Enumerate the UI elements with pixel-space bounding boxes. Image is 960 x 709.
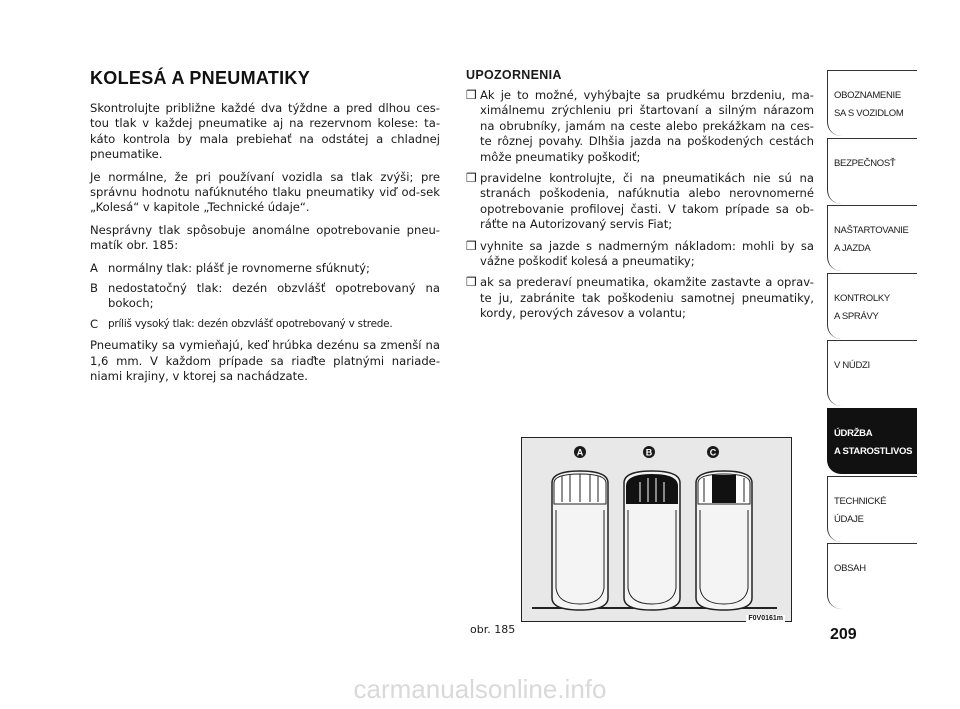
list-letter: B (90, 281, 98, 296)
main-text-column (90, 68, 440, 392)
checkbox-bullet-icon: ❒ (466, 275, 477, 290)
tire-b-drawing (624, 471, 680, 610)
chapter-tabs (827, 70, 917, 611)
page-number: 209 (830, 626, 857, 643)
checkbox-bullet-icon: ❒ (466, 88, 477, 102)
list-letter: A (90, 260, 98, 275)
paragraph-tread-depth: Pneumatiky sa vymieňajú, keď hrúbka dezénu sa zmenší na 1,6 mm. V každom prípade sa riaďte platnými nariade-niami krajiny, v ktorej sa nachádzate. (90, 338, 440, 384)
svg-text:A: A (576, 447, 584, 458)
tab-oboznamenie[interactable] (827, 70, 917, 136)
warning-text: Ak je to možné, vyhýbajte sa prudkému brzdeniu, ma-ximálnemu zrýchleniu pri štartovaní a silným nárazom na obrubníky, jamám na ceste alebo prekážkam na ces-te rôznej povahy. Dlhšia jazda na poškodených cestách môže pneumatiky poškodiť; (480, 88, 814, 164)
warning-item (466, 88, 814, 165)
tab-label: OBOZNAMENIE SA S VOZIDLOM (834, 90, 904, 119)
list-text: nedostatočný tlak: dezén obzvlášť opotrebovaný na bokoch; (108, 281, 440, 311)
warning-text: ak sa prederaví pneumatika, okamžite zastavte a oprav-te ju, zabránite tak poškodeniu samotnej pneumatiky, kordy, perových závesov a volantu; (480, 275, 814, 321)
tire-wear-illustration (522, 438, 791, 621)
tab-bezpecnost[interactable] (827, 138, 917, 204)
tire-a-drawing (552, 471, 608, 610)
warning-item (466, 275, 814, 321)
warning-item (466, 171, 814, 233)
figure-code: F0V0161m (748, 615, 783, 622)
figure-label-c (707, 446, 719, 458)
svg-text:C: C (709, 447, 717, 458)
figure-caption: obr. 185 (470, 623, 516, 636)
tab-v-nudzi[interactable] (827, 340, 917, 406)
list-item-c (90, 317, 440, 332)
warnings-title: UPOZORNENIA (466, 68, 562, 82)
tab-udrzba[interactable] (827, 408, 917, 474)
tab-label: BEZPEČNOSŤ (834, 157, 896, 169)
warnings-column (466, 68, 814, 328)
warning-item (466, 239, 814, 270)
checkbox-bullet-icon: ❒ (466, 238, 477, 253)
list-item-b (90, 281, 440, 312)
tab-label: NAŠTARTOVANIE A JAZDA (834, 225, 909, 255)
figure-label-a (574, 446, 586, 458)
list-text: príliš vysoký tlak: dezén obzvlášť opotrebovaný v strede. (108, 317, 393, 330)
checkbox-bullet-icon: ❒ (466, 171, 477, 186)
list-item-a (90, 261, 440, 276)
svg-text:B: B (645, 447, 653, 458)
warning-text: vyhnite sa jazde s nadmerným nákladom: mohli by sa vážne poškodiť kolesá a pneumatiky; (480, 238, 814, 269)
tire-c-drawing (696, 471, 752, 610)
tab-label: OBSAH (834, 563, 866, 575)
tab-label: V NÚDZI (834, 360, 870, 372)
tab-label: TECHNICKÉ ÚDAJE (834, 495, 887, 525)
figure-label-b (643, 446, 655, 458)
list-text: normálny tlak: plášť je rovnomerne sfúknutý; (108, 260, 370, 275)
tab-obsah[interactable] (827, 543, 917, 609)
warning-text: pravidelne kontrolujte, či na pneumatikách nie sú na stranách poškodenia, nafúknutia alebo nerovnomerné opotrebovanie profilovej časti. V takom prípade sa ob-ráťte na Autorizovaný servis Fiat; (480, 171, 814, 232)
paragraph-wrong-pressure: Nesprávny tlak spôsobuje anomálne opotrebovanie pneu-matík obr. 185: (90, 222, 440, 253)
pressure-list (90, 261, 440, 333)
tab-technicke-udaje[interactable] (827, 476, 917, 542)
tab-label: ÚDRŽBA A STAROSTLIVOS (834, 427, 913, 457)
section-title: KOLESÁ A PNEUMATIKY (90, 68, 311, 88)
paragraph-pressure-increase: Je normálne, že pri používaní vozidla sa tlak zvýši; pre správnu hodnotu nafúknutého tlaku pneumatiky viď od-sek „Kolesá“ v kapitole „Technické údaje“. (90, 169, 440, 215)
watermark: carmanualsonline.info (353, 674, 607, 704)
tire-wear-figure (521, 437, 792, 622)
tab-nastartovanie[interactable] (827, 205, 917, 271)
tab-label: KONTROLKY A SPRÁVY (834, 292, 890, 322)
list-letter: C (90, 316, 99, 331)
tab-kontrolky[interactable] (827, 273, 917, 339)
paragraph-pressure-check: Skontrolujte približne každé dva týždne a pred dlhou ces-tou tlak v každej pneumatike aj na rezervnom kolese: ta-káto kontrola by mala prebiehať na odstátej a chladnej pneumatike. (90, 101, 440, 162)
